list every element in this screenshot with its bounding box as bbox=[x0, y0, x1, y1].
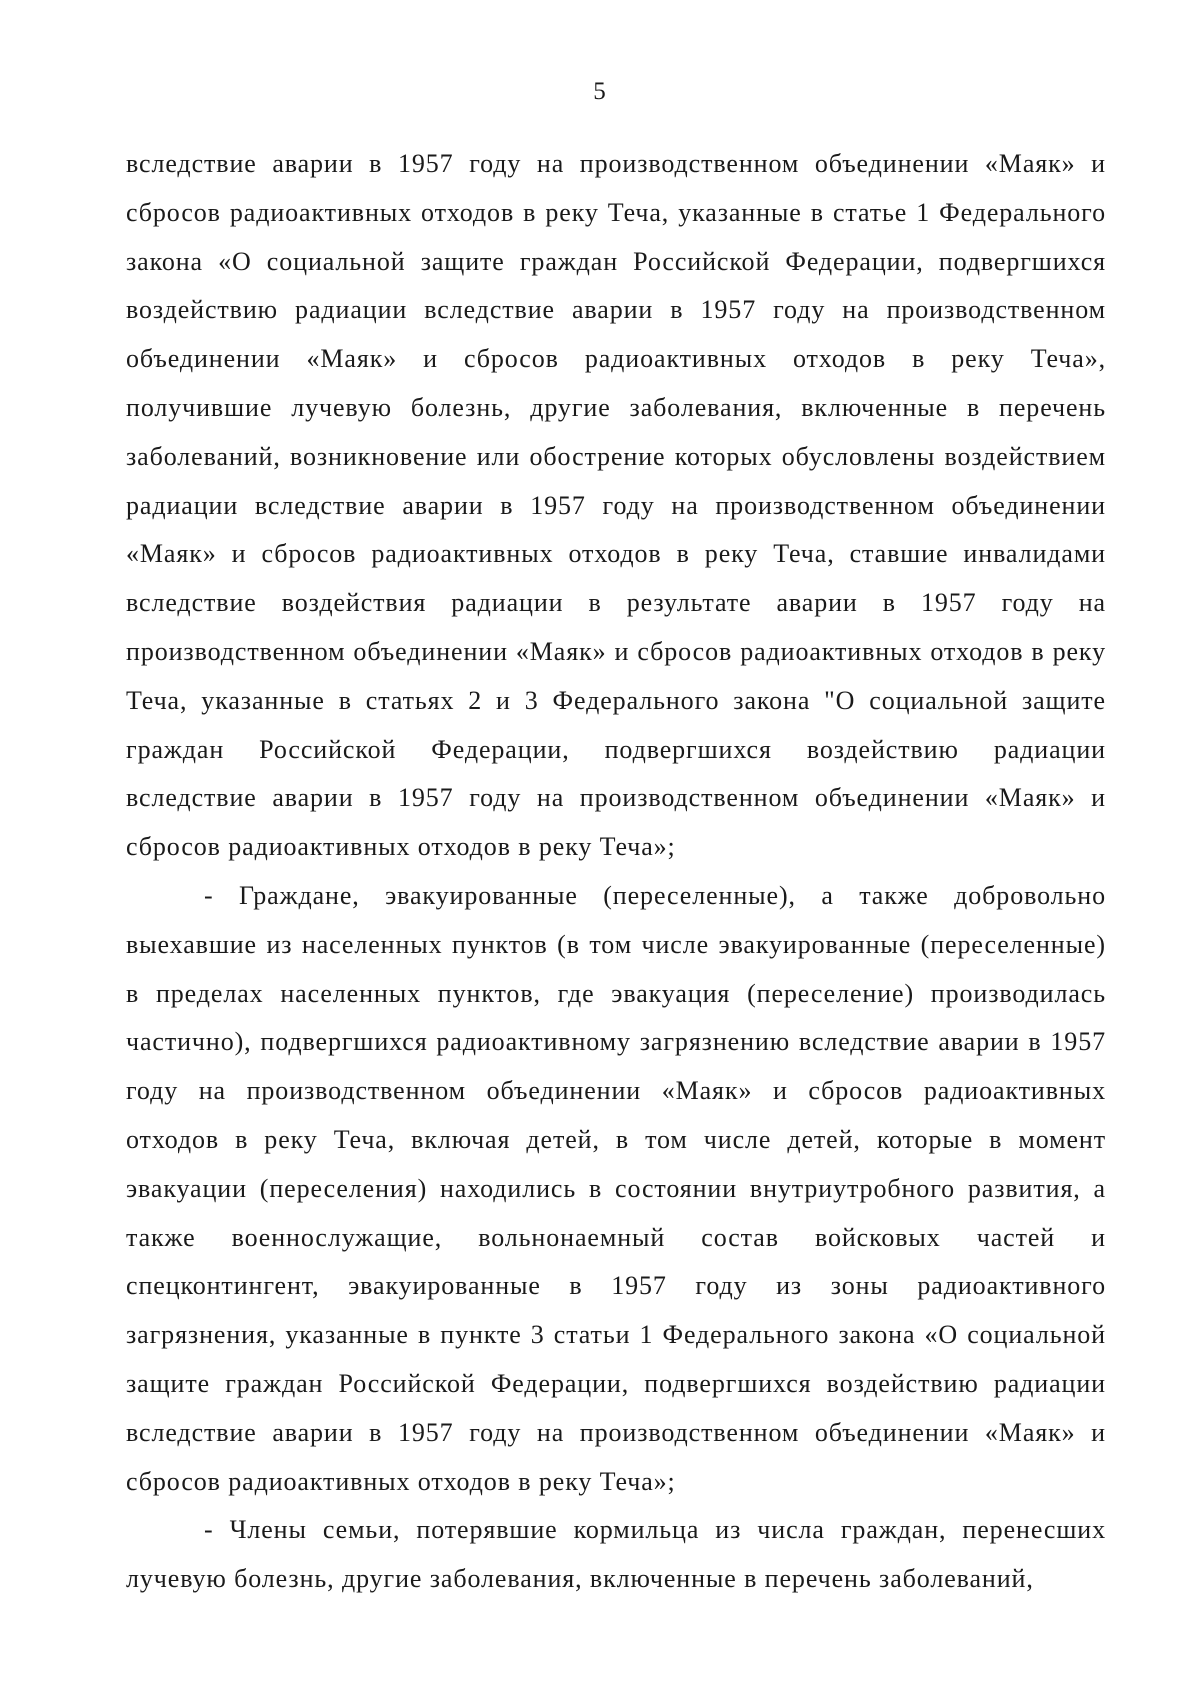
document-body bbox=[126, 140, 1106, 1604]
page-number: 5 bbox=[593, 78, 607, 105]
paragraph-continuation: вследствие аварии в 1957 году на производственном объединении «Маяк» и сбросов радиоактивных отходов в реку Теча, указанные в статье 1 Федерального закона «О социальной защите граждан Российской Федерации, подвергшихся воздействию радиации вследствие аварии в 1957 году на производственном объединении «Маяк» и сбросов радиоактивных отходов в реку Теча», получившие лучевую болезнь, другие заболевания, включенные в перечень заболеваний, возникновение или обострение которых обусловлены воздействием радиации вследствие аварии в 1957 году на производственном объединении «Маяк» и сбросов радиоактивных отходов в реку Теча, ставшие инвалидами вследствие воздействия радиации в результате аварии в 1957 году на производственном объединении «Маяк» и сбросов радиоактивных отходов в реку Теча, указанные в статьях 2 и 3 Федерального закона "О социальной защите граждан Российской Федерации, подвергшихся воздействию радиации вследствие аварии в 1957 году на производственном объединении «Маяк» и сбросов радиоактивных отходов в реку Теча»; bbox=[126, 149, 1106, 862]
paragraph-evacuated-citizens: - Граждане, эвакуированные (переселенные), а также добровольно выехавшие из населенных пунктов (в том числе эвакуированные (переселенные) в пределах населенных пунктов, где эвакуация (переселение) производилась частично), подвергшихся радиоактивному загрязнению вследствие аварии в 1957 году на производственном объединении «Маяк» и сбросов радиоактивных отходов в реку Теча, включая детей, в том числе детей, которые в момент эвакуации (переселения) находились в состоянии внутриутробного развития, а также военнослужащие, вольнонаемный состав войсковых частей и спецконтингент, эвакуированные в 1957 году из зоны радиоактивного загрязнения, указанные в пункте 3 статьи 1 Федерального закона «О социальной защите граждан Российской Федерации, подвергшихся воздействию радиации вследствие аварии в 1957 году на производственном объединении «Маяк» и сбросов радиоактивных отходов в реку Теча»; bbox=[126, 880, 1106, 1496]
paragraph-family-members: - Члены семьи, потерявшие кормильца из числа граждан, перенесших лучевую болезнь, другие заболевания, включенные в перечень заболеваний, bbox=[126, 1515, 1106, 1594]
